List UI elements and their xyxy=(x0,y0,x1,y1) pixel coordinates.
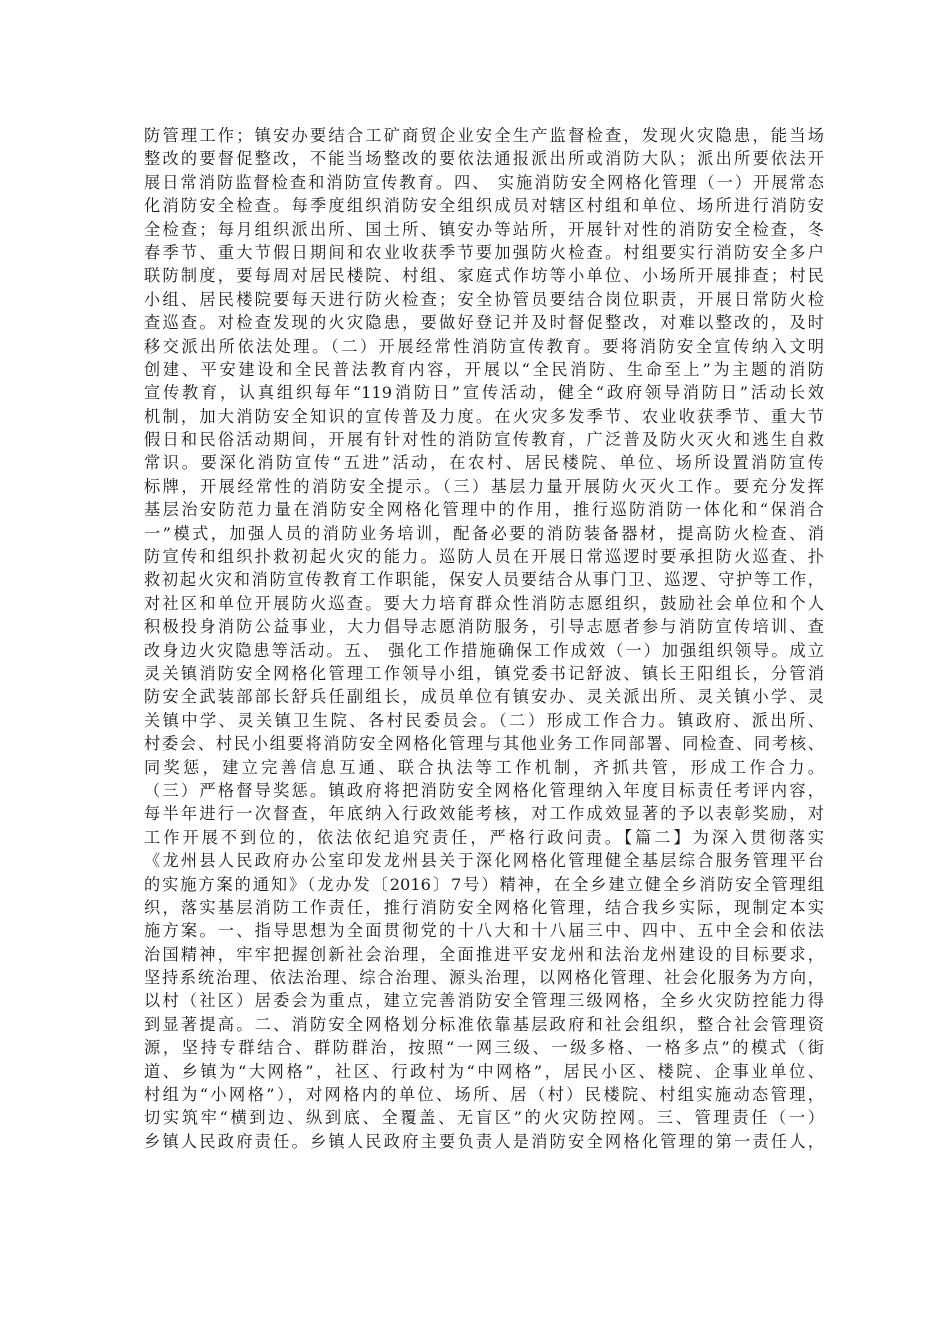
text-line: 展日常消防监督检查和消防宣传教育。四、 实施消防安全网格化管理（一）开展常态 xyxy=(144,172,824,192)
text-line: 道、乡镇为“大网格”，社区、行政村为“中网格”，居民小区、楼院、企事业单位、 xyxy=(144,1061,824,1081)
text-line: 防安全武装部部长舒兵任副组长，成员单位有镇安办、灵关派出所、灵关镇小学、灵 xyxy=(144,687,824,707)
text-line: 查巡查。对检查发现的火灾隐患，要做好登记并及时督促整改，对难以整改的，及时 xyxy=(144,313,824,333)
text-line: 防管理工作；镇安办要结合工矿商贸企业安全生产监督检查，发现火灾隐患，能当场 xyxy=(144,126,824,145)
text-line: 乡镇人民政府责任。乡镇人民政府主要负责人是消防安全网格化管理的第一责任人， xyxy=(144,1131,824,1151)
text-line: 源，坚持专群结合、群防群治，按照“一网三级、一级多格、一格多点”的模式（街 xyxy=(144,1038,824,1058)
text-line: 关镇中学、灵关镇卫生院、各村民委员会。（二）形成工作合力。镇政府、派出所、 xyxy=(144,710,824,730)
text-line: 防宣传和组织扑救初起火灾的能力。巡防人员在开展日常巡逻时要承担防火巡查、扑 xyxy=(144,547,824,567)
text-line: 假日和民俗活动期间，开展有针对性的消防宣传教育，广泛普及防火灭火和逃生自救 xyxy=(144,430,824,450)
text-line: 同奖惩，建立完善信息互通、联合执法等工作机制，齐抓共管，形成工作合力。 xyxy=(144,757,824,777)
text-line: 标牌，开展经常性的消防安全提示。（三）基层力量开展防火灭火工作。要充分发挥 xyxy=(144,476,824,496)
text-line: 坚持系统治理、依法治理、综合治理、源头治理，以网格化管理、社会化服务为方向， xyxy=(144,968,824,988)
text-line: 整改的要督促整改，不能当场整改的要依法通报派出所或消防大队；派出所要依法开 xyxy=(144,149,824,169)
text-line: 积极投身消防公益事业，大力倡导志愿消防服务，引导志愿者参与消防宣传培训、查 xyxy=(144,617,824,637)
text-line: 对社区和单位开展防火巡查。要大力培育群众性消防志愿组织，鼓励社会单位和个人 xyxy=(144,593,824,613)
text-line: 以村（社区）居委会为重点，建立完善消防安全管理三级网格，全乡火灾防控能力得 xyxy=(144,991,824,1011)
text-line: 宣传教育，认真组织每年“119消防日”宣传活动，健全“政府领导消防日”活动长效 xyxy=(144,383,824,403)
text-line: 常识。要深化消防宣传“五进”活动，在农村、居民楼院、单位、场所设置消防宣传 xyxy=(144,453,824,473)
text-line: 基层治安防范力量在消防安全网格化管理中的作用，推行巡防消防一体化和“保消合 xyxy=(144,500,824,520)
text-line: 移交派出所依法处理。（二）开展经常性消防宣传教育。要将消防安全宣传纳入文明 xyxy=(144,336,824,356)
text-line: 全检查；每月组织派出所、国土所、镇安办等站所，开展针对性的消防安全检查，冬 xyxy=(144,219,824,239)
text-line: 治国精神，牢牢把握创新社会治理，全面推进平安龙州和法治龙州建设的目标要求， xyxy=(144,944,824,964)
text-line: 一”模式，加强人员的消防业务培训，配备必要的消防装备器材，提高防火检查、消 xyxy=(144,523,824,543)
text-line: 化消防安全检查。每季度组织消防安全组织成员对辖区村组和单位、场所进行消防安 xyxy=(144,196,824,216)
text-line: 机制，加大消防安全知识的宣传普及力度。在火灾多发季节、农业收获季节、重大节 xyxy=(144,406,824,426)
text-line: 春季节、重大节假日期间和农业收获季节要加强防火检查。村组要实行消防安全多户 xyxy=(144,242,824,262)
text-line: 织，落实基层消防工作责任，推行消防安全网格化管理，结合我乡实际，现制定本实 xyxy=(144,897,824,917)
text-line: 村组为“小网格”），对网格内的单位、场所、居（村）民楼院、村组实施动态管理， xyxy=(144,1085,824,1105)
text-line: 小组、居民楼院要每天进行防火检查；安全协管员要结合岗位职责，开展日常防火检 xyxy=(144,289,824,309)
text-line: 每半年进行一次督查，年底纳入行政效能考核，对工作成效显著的予以表彰奖励，对 xyxy=(144,804,824,824)
text-line: 的实施方案的通知》（龙办发〔2016〕7号）精神，在全乡建立健全乡消防安全管理组 xyxy=(144,874,824,894)
text-line: 《龙州县人民政府办公室印发龙州县关于深化网格化管理健全基层综合服务管理平台 xyxy=(144,851,824,871)
text-line: 村委会、村民小组要将消防安全网格化管理与其他业务工作同部署、同检查、同考核、 xyxy=(144,734,824,754)
text-line: 改身边火灾隐患等活动。五、 强化工作措施确保工作成效（一）加强组织领导。成立 xyxy=(144,640,824,660)
text-line: 切实筑牢“横到边、纵到底、全覆盖、无盲区”的火灾防控网。三、管理责任（一） xyxy=(144,1108,824,1128)
text-line: 创建、平安建设和全民普法教育内容，开展以“全民消防、生命至上”为主题的消防 xyxy=(144,359,824,379)
text-line: 灵关镇消防安全网格化管理工作领导小组，镇党委书记舒波、镇长王阳组长，分管消 xyxy=(144,663,824,683)
text-line: 联防制度，要每周对居民楼院、村组、家庭式作坊等小单位、小场所开展排查；村民 xyxy=(144,266,824,286)
text-line: （三）严格督导奖惩。镇政府将把消防安全网格化管理纳入年度目标责任考评内容， xyxy=(144,780,824,800)
body-text xyxy=(144,124,824,1153)
text-line: 到显著提高。二、消防安全网格划分标准依靠基层政府和社会组织，整合社会管理资 xyxy=(144,1014,824,1034)
text-line: 救初起火灾和消防宣传教育工作职能，保安人员要结合从事门卫、巡逻、守护等工作， xyxy=(144,570,824,590)
text-line: 施方案。一、指导思想为全面贯彻党的十八大和十八届三中、四中、五中全会和依法 xyxy=(144,921,824,941)
text-line: 工作开展不到位的，依法依纪追究责任，严格行政问责。【篇二】为深入贯彻落实 xyxy=(144,827,824,847)
